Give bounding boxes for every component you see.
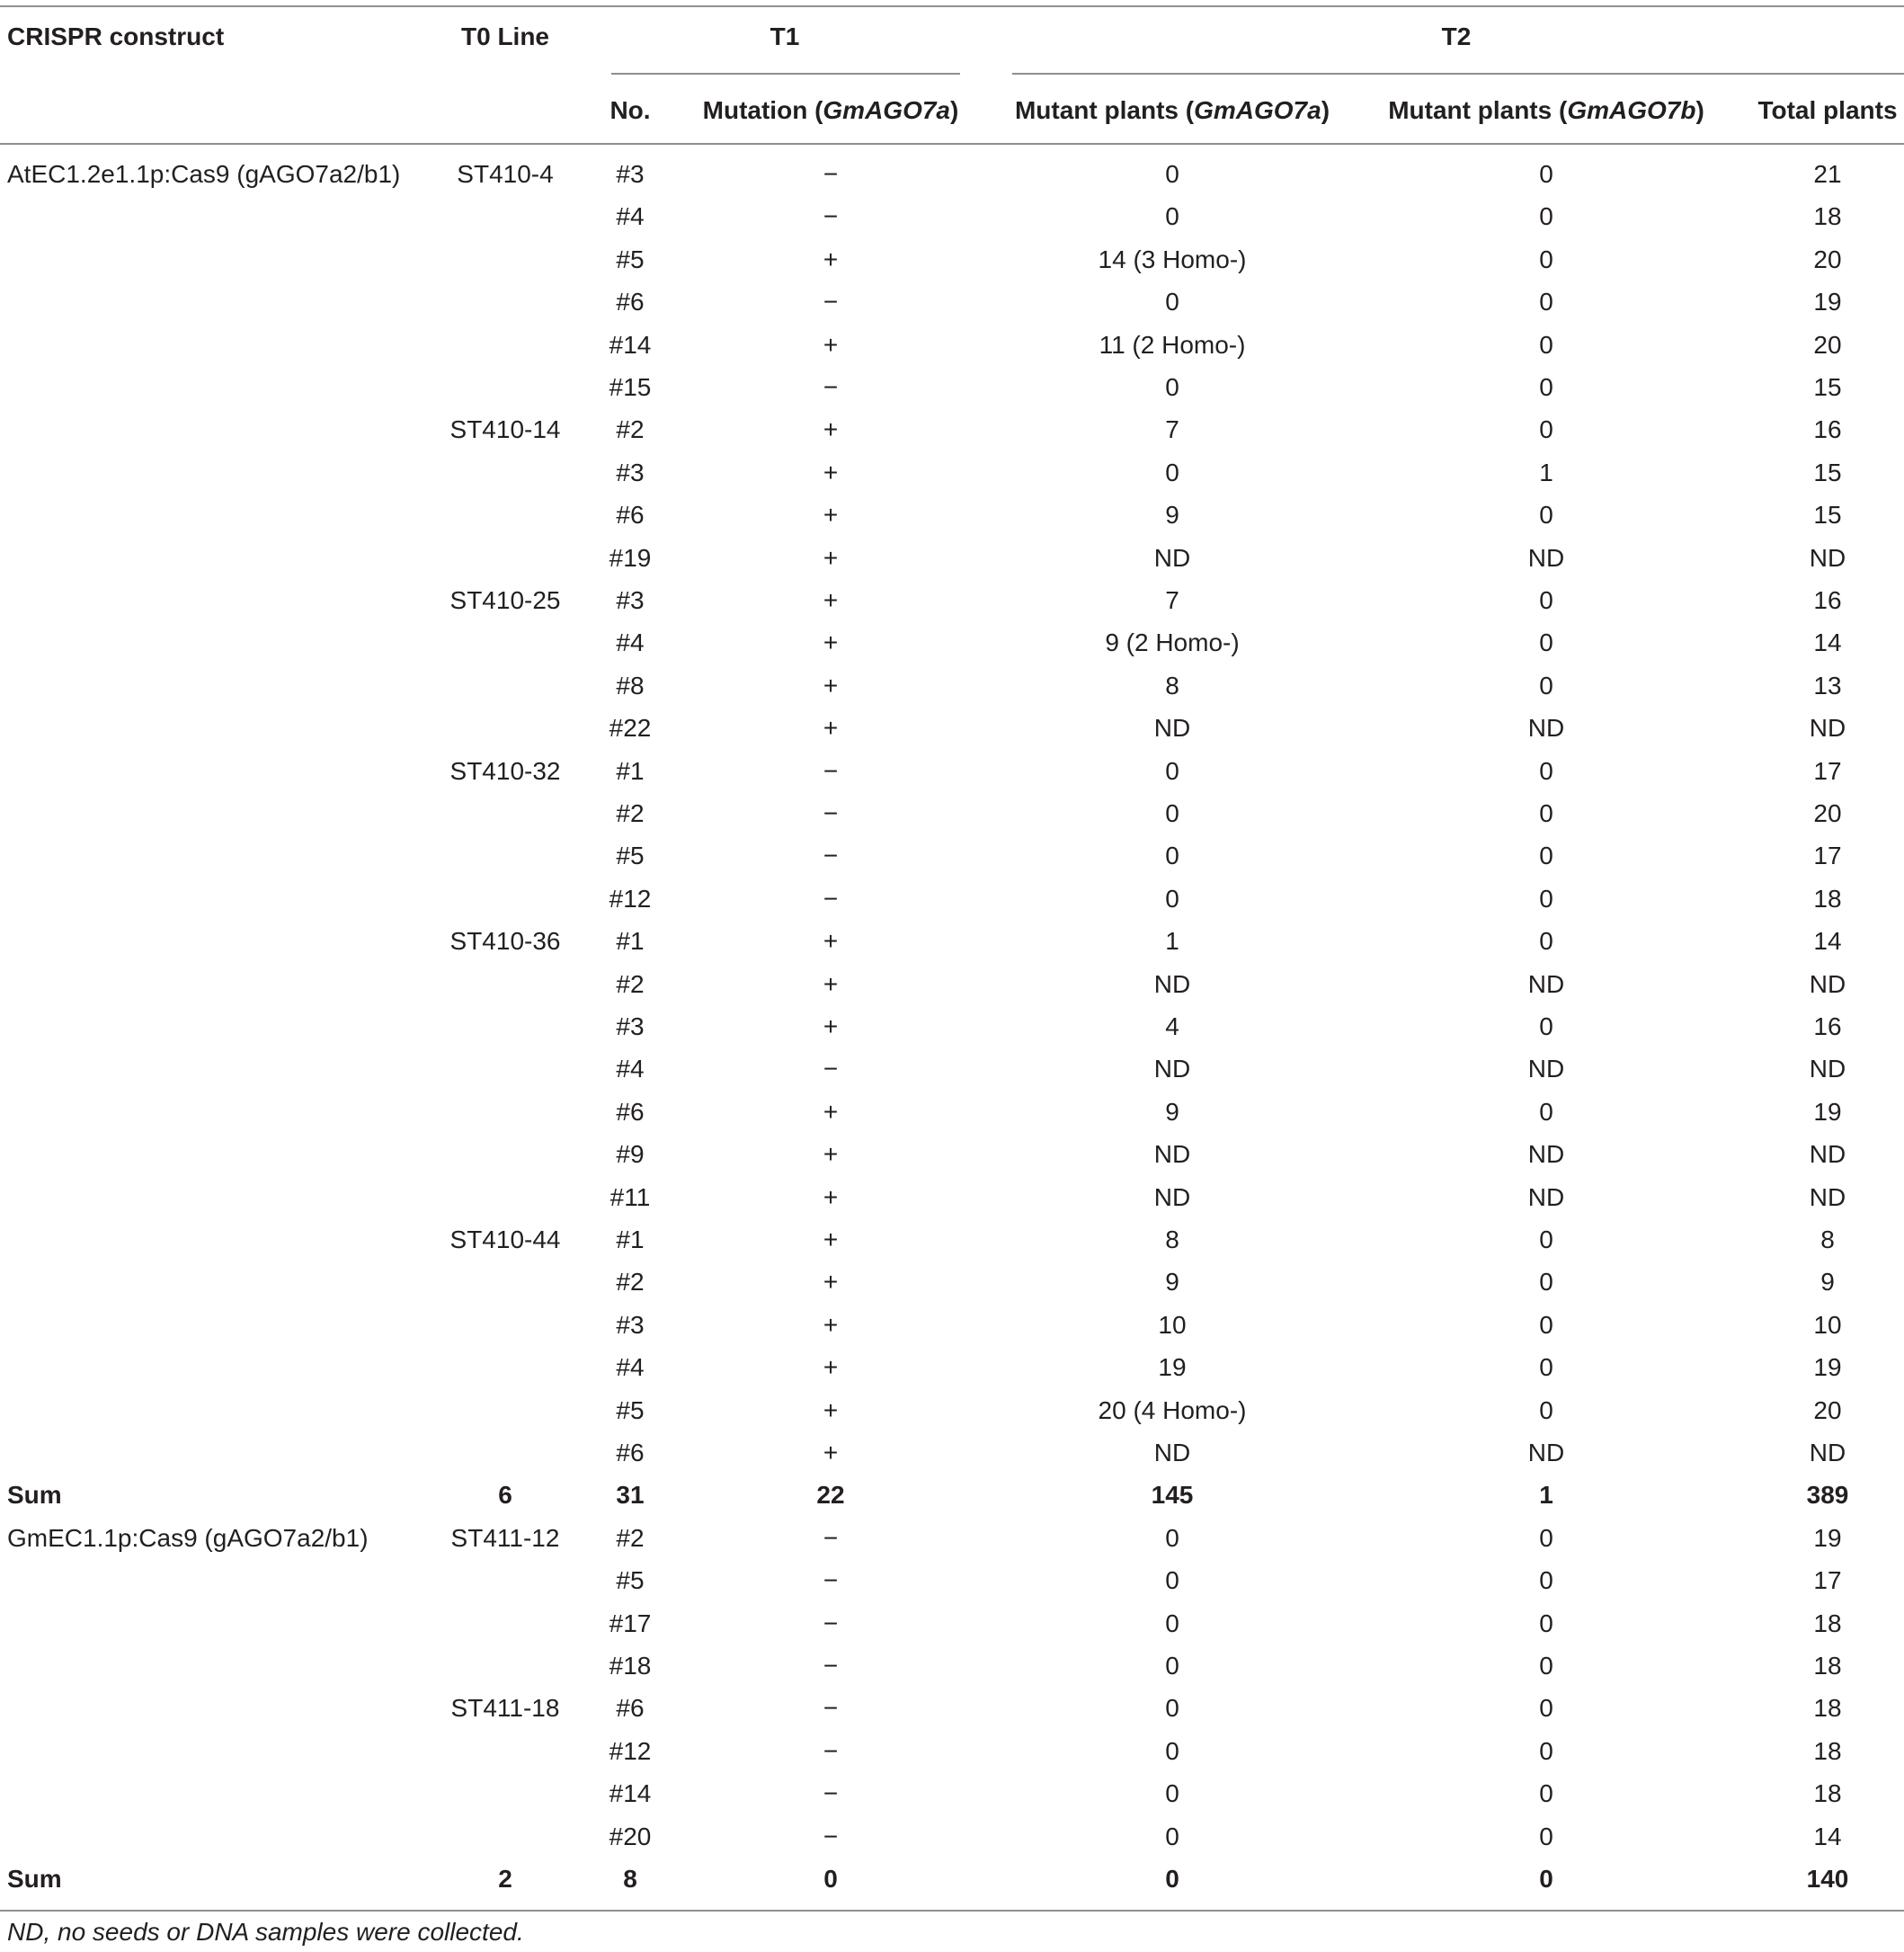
cell-mutant-gmago7b: 0 — [1539, 501, 1553, 529]
cell-mutation: − — [823, 1694, 839, 1722]
cell-mutant-gmago7b: ND — [1527, 1183, 1565, 1211]
cell-total-plants: ND — [1809, 714, 1846, 742]
cell-mutant-gmago7a: 145 — [1151, 1481, 1194, 1509]
cell-mutant-gmago7a: 4 — [1165, 1012, 1179, 1040]
cell-mutation: + — [823, 1311, 839, 1339]
cell-t0-line: 2 — [498, 1865, 512, 1893]
header-mutant-plants-gmago7a — [1015, 94, 1330, 127]
cell-t0-line: ST410-25 — [449, 586, 561, 614]
header-no: No. — [609, 96, 651, 124]
cell-no: #4 — [616, 628, 645, 656]
header-text-part: ) — [1321, 96, 1330, 124]
cell-no: #11 — [609, 1183, 651, 1211]
cell-construct: GmEC1.1p:Cas9 (gAGO7a2/b1) — [7, 1524, 369, 1552]
cell-mutant-gmago7b: ND — [1527, 1055, 1565, 1083]
cell-mutation: + — [823, 245, 839, 273]
cell-total-plants: 17 — [1813, 842, 1842, 869]
cell-total-plants: ND — [1809, 1439, 1846, 1466]
header-text-part: ) — [1695, 96, 1704, 124]
cell-total-plants: 19 — [1813, 1524, 1842, 1552]
t1-group-rule — [611, 73, 960, 75]
cell-t0-line: ST410-36 — [449, 927, 561, 955]
cell-mutant-gmago7a: 0 — [1165, 1737, 1179, 1765]
header-total-plants: Total plants — [1757, 96, 1898, 124]
cell-mutant-gmago7b: 0 — [1539, 1396, 1553, 1424]
cell-mutant-gmago7b: 0 — [1539, 757, 1553, 785]
cell-mutant-gmago7b: 0 — [1539, 1737, 1553, 1765]
cell-t0-line: ST410-14 — [449, 415, 561, 443]
cell-no: #1 — [616, 1226, 645, 1253]
cell-t0-line: ST410-4 — [457, 160, 554, 188]
header-crispr-construct: CRISPR construct — [7, 22, 225, 50]
cell-mutant-gmago7a: 14 (3 Homo-) — [1098, 245, 1247, 273]
cell-mutant-gmago7a: 0 — [1165, 1609, 1179, 1637]
cell-mutant-gmago7a: 9 — [1165, 1268, 1179, 1296]
cell-total-plants: 14 — [1813, 628, 1842, 656]
cell-mutant-gmago7b: 0 — [1539, 331, 1553, 359]
cell-mutation: + — [823, 1396, 839, 1424]
cell-no: #1 — [616, 927, 645, 955]
cell-total-plants: 16 — [1813, 1012, 1842, 1040]
cell-total-plants: 18 — [1813, 1779, 1842, 1807]
cell-mutant-gmago7b: ND — [1527, 544, 1565, 572]
cell-total-plants: 389 — [1806, 1481, 1849, 1509]
cell-mutant-gmago7b: 0 — [1539, 1098, 1553, 1126]
cell-total-plants: 20 — [1813, 799, 1842, 827]
cell-no: 31 — [616, 1481, 645, 1509]
header-text-part: Mutant plants ( — [1014, 96, 1195, 124]
cell-mutant-gmago7b: 0 — [1539, 1524, 1553, 1552]
cell-construct: AtEC1.2e1.1p:Cas9 (gAGO7a2/b1) — [7, 160, 401, 188]
cell-t0-line: ST410-44 — [449, 1226, 561, 1253]
cell-no: #8 — [616, 672, 645, 700]
cell-mutant-gmago7a: 0 — [1165, 799, 1179, 827]
cell-mutation: − — [823, 1524, 839, 1552]
header-bottom-rule — [0, 143, 1904, 145]
cell-no: #6 — [616, 1694, 645, 1722]
cell-total-plants: 19 — [1813, 288, 1842, 316]
cell-mutant-gmago7a: ND — [1153, 544, 1191, 572]
bottom-rule — [0, 1910, 1904, 1912]
header-group-t1: T1 — [770, 22, 800, 50]
cell-mutant-gmago7a: ND — [1153, 1183, 1191, 1211]
cell-total-plants: 15 — [1813, 501, 1842, 529]
cell-total-plants: 16 — [1813, 415, 1842, 443]
cell-mutation: − — [823, 1779, 839, 1807]
cell-total-plants: 18 — [1813, 1694, 1842, 1722]
cell-no: #3 — [616, 586, 645, 614]
cell-mutant-gmago7a: 9 (2 Homo-) — [1105, 628, 1240, 656]
cell-mutation: − — [823, 1652, 839, 1680]
cell-mutant-gmago7b: 0 — [1539, 842, 1553, 869]
cell-total-plants: 18 — [1813, 1652, 1842, 1680]
cell-mutant-gmago7a: 0 — [1165, 757, 1179, 785]
cell-mutation: 22 — [816, 1481, 845, 1509]
cell-mutant-gmago7a: 11 (2 Homo-) — [1099, 331, 1246, 359]
cell-mutation: − — [823, 842, 839, 869]
cell-no: #2 — [616, 415, 645, 443]
cell-no: #5 — [616, 1566, 645, 1594]
cell-total-plants: 10 — [1813, 1311, 1842, 1339]
cell-mutation: + — [823, 1183, 839, 1211]
cell-no: #3 — [616, 160, 645, 188]
cell-mutation: + — [823, 1140, 839, 1168]
cell-mutation: − — [823, 1566, 839, 1594]
cell-mutant-gmago7a: 0 — [1165, 288, 1179, 316]
cell-mutation: + — [823, 1268, 839, 1296]
cell-no: #2 — [616, 799, 645, 827]
cell-mutant-gmago7a: 7 — [1165, 415, 1179, 443]
gene-name-italic: GmAGO7a — [823, 96, 951, 124]
cell-mutant-gmago7b: 0 — [1539, 1865, 1553, 1893]
cell-mutant-gmago7b: ND — [1527, 714, 1565, 742]
cell-mutant-gmago7b: 0 — [1539, 927, 1553, 955]
cell-mutant-gmago7b: 0 — [1539, 160, 1553, 188]
cell-total-plants: 17 — [1813, 757, 1842, 785]
cell-mutant-gmago7b: 0 — [1539, 202, 1553, 230]
cell-no: #6 — [616, 288, 645, 316]
header-text-part: Mutant plants ( — [1388, 96, 1568, 124]
cell-mutation: − — [823, 160, 839, 188]
cell-mutant-gmago7b: 0 — [1539, 1652, 1553, 1680]
cell-no: #3 — [616, 1311, 645, 1339]
cell-mutant-gmago7b: 0 — [1539, 1823, 1553, 1850]
cell-no: #4 — [616, 1353, 645, 1381]
cell-mutation: − — [823, 799, 839, 827]
cell-mutant-gmago7a: ND — [1153, 1140, 1191, 1168]
header-mutant-plants-gmago7b — [1388, 94, 1704, 127]
cell-mutation: + — [823, 501, 839, 529]
cell-no: #3 — [616, 1012, 645, 1040]
cell-mutation: + — [823, 331, 839, 359]
cell-no: #22 — [609, 714, 652, 742]
header-text-part: Mutation ( — [702, 96, 823, 124]
cell-no: #19 — [609, 544, 652, 572]
cell-no: #4 — [616, 1055, 645, 1083]
cell-mutant-gmago7b: 0 — [1539, 1353, 1553, 1381]
cell-no: #14 — [609, 1779, 652, 1807]
cell-mutation: − — [823, 1055, 839, 1083]
cell-no: #2 — [616, 970, 645, 998]
cell-total-plants: 15 — [1813, 373, 1842, 401]
cell-no: #15 — [609, 373, 652, 401]
cell-mutation: − — [823, 373, 839, 401]
cell-total-plants: ND — [1809, 1055, 1846, 1083]
cell-mutant-gmago7b: 0 — [1539, 1609, 1553, 1637]
cell-mutation: + — [823, 1012, 839, 1040]
cell-mutation: + — [823, 672, 839, 700]
cell-no: #6 — [616, 1439, 645, 1466]
cell-mutant-gmago7a: 7 — [1165, 586, 1179, 614]
cell-mutant-gmago7a: 0 — [1165, 1652, 1179, 1680]
cell-mutant-gmago7a: ND — [1153, 1439, 1191, 1466]
cell-no: #17 — [609, 1609, 652, 1637]
cell-mutant-gmago7b: 0 — [1539, 1268, 1553, 1296]
cell-no: #14 — [609, 331, 652, 359]
cell-mutant-gmago7b: 0 — [1539, 1566, 1553, 1594]
cell-no: 8 — [623, 1865, 637, 1893]
cell-mutant-gmago7b: 0 — [1539, 1012, 1553, 1040]
cell-mutant-gmago7b: 0 — [1539, 415, 1553, 443]
cell-mutation: − — [823, 885, 839, 913]
cell-mutant-gmago7a: 20 (4 Homo-) — [1098, 1396, 1247, 1424]
cell-t0-line: ST411-12 — [450, 1524, 560, 1552]
cell-total-plants: ND — [1809, 1140, 1846, 1168]
cell-mutation: + — [823, 1226, 839, 1253]
cell-mutant-gmago7b: 0 — [1539, 586, 1553, 614]
cell-no: #6 — [616, 1098, 645, 1126]
cell-mutation: − — [823, 288, 839, 316]
cell-mutant-gmago7a: 10 — [1158, 1311, 1187, 1339]
cell-total-plants: 21 — [1813, 160, 1842, 188]
cell-total-plants: 18 — [1813, 1737, 1842, 1765]
cell-mutation: + — [823, 628, 839, 656]
cell-no: #5 — [616, 245, 645, 273]
cell-mutant-gmago7a: 0 — [1165, 202, 1179, 230]
cell-mutant-gmago7b: 0 — [1539, 1226, 1553, 1253]
cell-mutant-gmago7b: 0 — [1539, 245, 1553, 273]
cell-no: #3 — [616, 459, 645, 486]
cell-mutant-gmago7a: ND — [1153, 970, 1191, 998]
cell-total-plants: 8 — [1820, 1226, 1835, 1253]
gene-name-italic: GmAGO7b — [1567, 96, 1696, 124]
cell-construct: Sum — [7, 1865, 62, 1893]
cell-mutation: 0 — [823, 1865, 838, 1893]
cell-mutation: + — [823, 459, 839, 486]
cell-mutant-gmago7b: 0 — [1539, 799, 1553, 827]
cell-total-plants: 17 — [1813, 1566, 1842, 1594]
cell-mutant-gmago7b: 0 — [1539, 885, 1553, 913]
cell-no: #6 — [616, 501, 645, 529]
top-rule — [0, 5, 1904, 7]
cell-total-plants: 20 — [1813, 331, 1842, 359]
cell-mutant-gmago7b: 0 — [1539, 1779, 1553, 1807]
cell-mutant-gmago7a: 1 — [1165, 927, 1179, 955]
cell-mutation: + — [823, 586, 839, 614]
cell-mutation: + — [823, 970, 839, 998]
cell-total-plants: 9 — [1820, 1268, 1835, 1296]
cell-mutant-gmago7a: 8 — [1165, 672, 1179, 700]
cell-mutation: + — [823, 927, 839, 955]
cell-mutant-gmago7a: 9 — [1165, 1098, 1179, 1126]
cell-construct: Sum — [7, 1481, 62, 1509]
cell-total-plants: 16 — [1813, 586, 1842, 614]
cell-total-plants: 18 — [1813, 885, 1842, 913]
cell-mutant-gmago7b: 0 — [1539, 288, 1553, 316]
cell-mutant-gmago7a: 0 — [1165, 1524, 1179, 1552]
cell-mutation: + — [823, 415, 839, 443]
header-t0-line: T0 Line — [460, 22, 550, 50]
cell-mutant-gmago7b: ND — [1527, 1439, 1565, 1466]
cell-no: #1 — [616, 757, 645, 785]
cell-total-plants: 19 — [1813, 1353, 1842, 1381]
cell-mutant-gmago7a: 0 — [1165, 1779, 1179, 1807]
cell-no: #2 — [616, 1524, 645, 1552]
cell-no: #18 — [609, 1652, 652, 1680]
cell-mutant-gmago7b: 0 — [1539, 1694, 1553, 1722]
cell-total-plants: 14 — [1813, 1823, 1842, 1850]
header-text-part: ) — [950, 96, 959, 124]
cell-t0-line: 6 — [498, 1481, 512, 1509]
cell-mutant-gmago7b: ND — [1527, 1140, 1565, 1168]
cell-mutation: − — [823, 1737, 839, 1765]
cell-no: #2 — [616, 1268, 645, 1296]
cell-mutant-gmago7a: 0 — [1165, 459, 1179, 486]
cell-total-plants: ND — [1809, 970, 1846, 998]
footnote: ND, no seeds or DNA samples were collected. — [7, 1918, 524, 1946]
cell-total-plants: 140 — [1806, 1865, 1849, 1893]
cell-mutant-gmago7a: 0 — [1165, 373, 1179, 401]
cell-mutation: + — [823, 1439, 839, 1466]
header-group-t2: T2 — [1441, 22, 1472, 50]
cell-total-plants: 15 — [1813, 459, 1842, 486]
cell-mutant-gmago7b: 0 — [1539, 628, 1553, 656]
cell-mutant-gmago7b: ND — [1527, 970, 1565, 998]
cell-mutant-gmago7a: 0 — [1165, 842, 1179, 869]
cell-mutant-gmago7a: 0 — [1165, 1566, 1179, 1594]
cell-mutation: + — [823, 1098, 839, 1126]
cell-mutant-gmago7b: 0 — [1539, 672, 1553, 700]
cell-mutant-gmago7a: 19 — [1158, 1353, 1187, 1381]
cell-mutant-gmago7a: ND — [1153, 714, 1191, 742]
cell-mutant-gmago7a: 0 — [1165, 1823, 1179, 1850]
cell-no: #4 — [616, 202, 645, 230]
cell-total-plants: ND — [1809, 544, 1846, 572]
cell-no: #20 — [609, 1823, 652, 1850]
cell-mutant-gmago7a: 8 — [1165, 1226, 1179, 1253]
cell-total-plants: ND — [1809, 1183, 1846, 1211]
cell-mutant-gmago7b: 0 — [1539, 373, 1553, 401]
cell-mutation: − — [823, 202, 839, 230]
cell-total-plants: 19 — [1813, 1098, 1842, 1126]
cell-total-plants: 18 — [1813, 202, 1842, 230]
cell-total-plants: 20 — [1813, 1396, 1842, 1424]
cell-mutation: − — [823, 1823, 839, 1850]
cell-mutant-gmago7b: 1 — [1539, 1481, 1553, 1509]
cell-mutant-gmago7a: 0 — [1165, 1694, 1179, 1722]
header-mutation-gmago7a — [703, 94, 959, 127]
cell-mutant-gmago7b: 1 — [1539, 459, 1553, 486]
cell-no: #12 — [609, 885, 652, 913]
cell-no: #5 — [616, 1396, 645, 1424]
gene-name-italic: GmAGO7a — [1194, 96, 1321, 124]
cell-mutant-gmago7a: ND — [1153, 1055, 1191, 1083]
cell-mutation: − — [823, 1609, 839, 1637]
cell-mutation: + — [823, 714, 839, 742]
cell-t0-line: ST411-18 — [450, 1694, 560, 1722]
cell-mutant-gmago7a: 0 — [1165, 885, 1179, 913]
t2-group-rule — [1012, 73, 1904, 75]
cell-mutation: + — [823, 1353, 839, 1381]
cell-t0-line: ST410-32 — [449, 757, 561, 785]
cell-total-plants: 14 — [1813, 927, 1842, 955]
cell-total-plants: 20 — [1813, 245, 1842, 273]
cell-mutant-gmago7a: 9 — [1165, 501, 1179, 529]
cell-mutant-gmago7b: 0 — [1539, 1311, 1553, 1339]
cell-mutation: − — [823, 757, 839, 785]
cell-no: #5 — [616, 842, 645, 869]
cell-total-plants: 18 — [1813, 1609, 1842, 1637]
cell-mutant-gmago7a: 0 — [1165, 1865, 1179, 1893]
cell-mutation: + — [823, 544, 839, 572]
cell-mutant-gmago7a: 0 — [1165, 160, 1179, 188]
cell-no: #9 — [616, 1140, 645, 1168]
cell-no: #12 — [609, 1737, 652, 1765]
cell-total-plants: 13 — [1813, 672, 1842, 700]
